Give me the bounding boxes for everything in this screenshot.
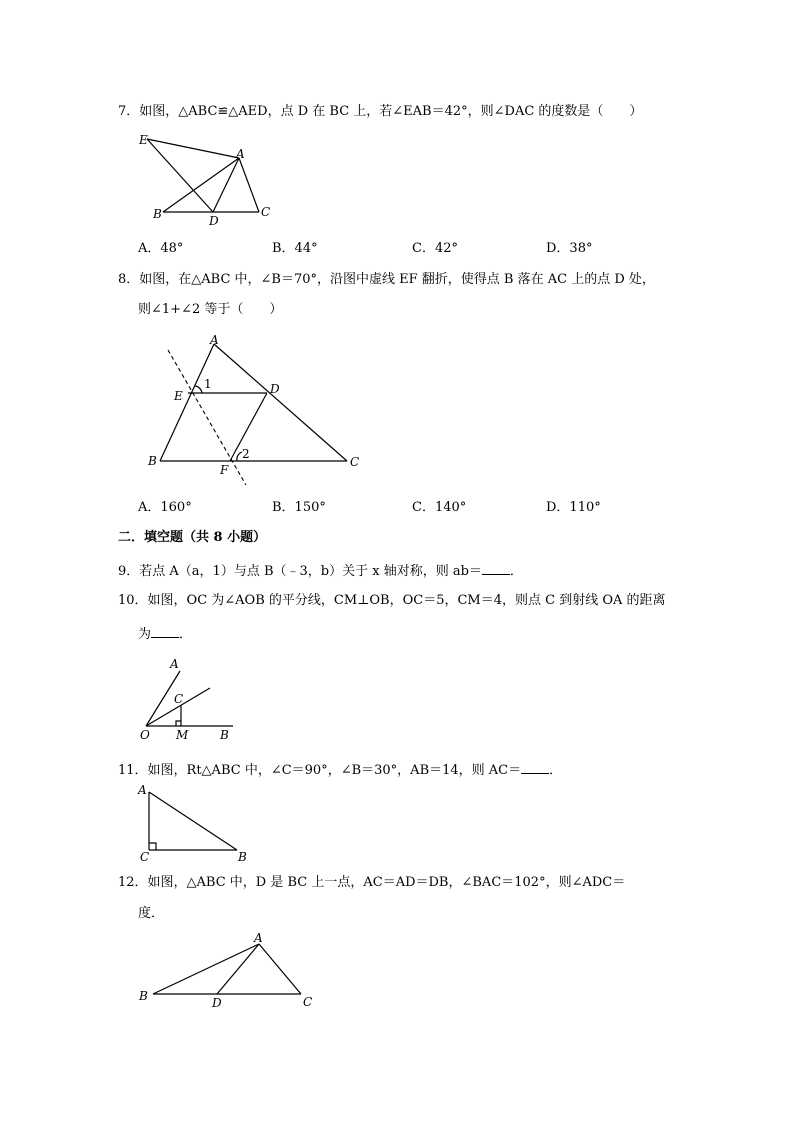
label-E: E: [139, 133, 148, 147]
label-A: A: [236, 147, 245, 161]
label-B: B: [139, 989, 148, 1003]
angle-1-label: 1: [204, 377, 212, 391]
label-C: C: [350, 455, 360, 469]
label-C: C: [303, 995, 313, 1009]
q11-text: [118, 761, 562, 779]
q12-figure: [135, 930, 325, 1015]
q8-option-b: B．150°: [272, 500, 326, 515]
label-B: B: [153, 207, 162, 221]
q11-text-end: ．: [549, 763, 563, 778]
q11-answer-blank: [521, 761, 549, 774]
label-A: A: [170, 657, 179, 671]
q7-option-a: A．48°: [138, 241, 184, 256]
q8-option-a: A．160°: [138, 500, 192, 515]
label-A: A: [138, 783, 147, 797]
label-D: D: [209, 214, 219, 228]
q9-text-main: 9．若点 A（a，1）与点 B（﹣3，b）关于 x 轴对称，则 ab＝: [118, 564, 482, 579]
q9-text-end: ．: [509, 564, 523, 579]
q7-option-b: B．44°: [272, 241, 318, 256]
label-A: A: [210, 333, 219, 347]
section-heading: 二．填空题（共 8 小题）: [118, 530, 267, 545]
label-C: C: [174, 692, 184, 706]
q8-line2: 则∠1+∠2 等于（ ）: [138, 302, 283, 317]
q11-figure: [135, 780, 255, 865]
q8-line1: 8．如图，在△ABC 中，∠B＝70°，沿图中虚线 EF 翻折，使得点 B 落在 AC 上的点 D 处，: [118, 272, 655, 287]
label-D: D: [270, 382, 280, 396]
q7-option-c: C．42°: [412, 241, 458, 256]
q12-line2: 度．: [138, 906, 165, 921]
label-E: E: [174, 389, 183, 403]
q12-line1: 12．如图，△ABC 中，D 是 BC 上一点，AC＝AD＝DB，∠BAC＝102°，则∠ADC＝: [118, 875, 626, 890]
label-D: D: [212, 996, 222, 1010]
q8-option-d: D．110°: [546, 500, 601, 515]
q11-text-main: 11．如图，Rt△ABC 中，∠C＝90°，∠B＝30°，AB＝14，则 AC＝: [118, 763, 522, 778]
q7-figure: [135, 128, 285, 228]
label-B: B: [220, 728, 229, 742]
label-B: B: [238, 850, 247, 864]
q10-line1: 10．如图，OC 为∠AOB 的平分线，CM⊥OB，OC＝5，CM＝4，则点 C 到射线 OA 的距离: [118, 593, 666, 608]
label-C: C: [261, 205, 271, 219]
q10-line2-end: ．: [179, 627, 193, 642]
label-O: O: [140, 728, 150, 742]
label-A: A: [254, 931, 263, 945]
label-B: B: [148, 454, 157, 468]
q10-line2-start: 为: [138, 627, 152, 642]
q9-text: [118, 562, 523, 580]
q8-figure: [140, 330, 370, 490]
label-F: F: [220, 463, 229, 477]
q7-text: 7．如图，△ABC≌△AED，点 D 在 BC 上，若∠EAB＝42°，则∠DAC 的度数是（ ）: [118, 104, 643, 119]
q10-answer-blank: [151, 625, 179, 638]
q8-option-c: C．140°: [412, 500, 467, 515]
q10-figure: [138, 655, 248, 745]
q10-line2: [138, 625, 192, 643]
q7-option-d: D．38°: [546, 241, 593, 256]
q9-answer-blank: [482, 562, 510, 575]
label-C: C: [140, 850, 150, 864]
label-M: M: [176, 728, 189, 742]
angle-2-label: 2: [242, 447, 250, 461]
